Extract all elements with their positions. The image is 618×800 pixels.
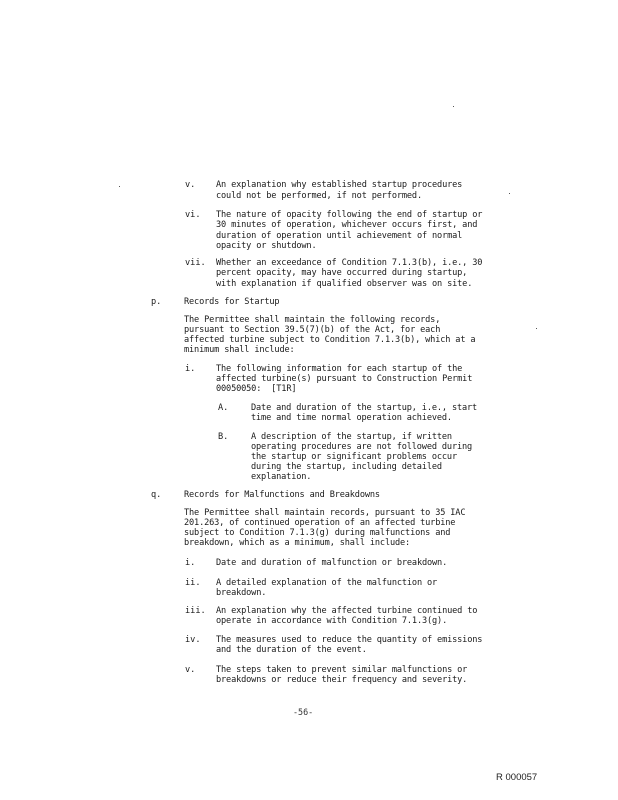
page-number: -56- [293,707,314,717]
item-text-line: Whether an exceedance of Condition 7.1.3(b), i.e., 30 [216,258,483,268]
subitem-text-line: time and time normal operation achieved. [251,413,452,423]
item-label: v. [185,180,196,190]
paragraph-line: affected turbine subject to Condition 7.1.3(b), which at a [184,335,476,345]
item-label: i. [185,558,196,568]
paragraph-line: The Permittee shall maintain records, pursuant to 35 IAC [184,508,466,518]
item-text-line: could not be performed, if not performed. [216,191,422,201]
paragraph-line: subject to Condition 7.1.3(g) during malfunctions and [184,528,451,538]
section-label: q. [151,490,162,500]
item-text-line: The measures used to reduce the quantity of emissions [216,635,483,645]
subitem-text-line: operating procedures are not followed during [251,442,473,452]
item-text-line: percent opacity, may have occurred during startup, [216,268,468,278]
item-label: vi. [185,210,201,220]
paragraph-line: 201.263, of continued operation of an affected turbine [184,518,456,528]
scan-speck [536,328,537,329]
item-label: vii. [185,258,206,268]
section-heading: Records for Malfunctions and Breakdowns [184,490,380,500]
item-label: v. [185,665,196,675]
item-text-line: breakdown. [216,588,267,598]
item-text-line: The nature of opacity following the end of startup or [216,210,483,220]
item-text-line: The steps taken to prevent similar malfunctions or [216,665,468,675]
section-label: p. [151,297,162,307]
item-text-line: 30 minutes of operation, whichever occurs first, and [216,220,478,230]
item-text-line: Date and duration of malfunction or breakdown. [216,558,448,568]
item-text-line: and the duration of the event. [216,645,367,655]
item-label: iii. [185,606,206,616]
item-text-line: An explanation why established startup procedures [216,180,463,190]
item-text-line: with explanation if qualified observer was on site. [216,279,473,289]
subitem-text-line: A description of the startup, if written [251,432,452,442]
bates-number: R 000057 [496,772,538,783]
paragraph-line: The Permittee shall maintain the following records, [184,315,441,325]
paragraph-line: pursuant to Section 39.5(7)(b) of the Act, for each [184,325,441,335]
scan-speck [453,106,454,107]
item-text-line: breakdowns or reduce their frequency and severity. [216,675,468,685]
subitem-text-line: the startup or significant problems occur [251,452,457,462]
item-label: ii. [185,578,201,588]
item-text-line: duration of operation until achievement of normal [216,231,463,241]
subitem-text-line: explanation. [251,472,312,482]
subitem-text-line: during the startup, including detailed [251,462,442,472]
item-text-line: 00050050: [T1R] [216,384,297,394]
scan-speck [509,193,510,194]
item-label: iv. [185,635,201,645]
scan-speck [119,186,120,187]
item-text-line: A detailed explanation of the malfunction or [216,578,438,588]
section-heading: Records for Startup [184,297,280,307]
subitem-label: A. [218,403,229,413]
item-label: i. [185,364,196,374]
item-text-line: affected turbine(s) pursuant to Construction Permit [216,374,473,384]
item-text-line: An explanation why the affected turbine continued to [216,606,478,616]
item-text-line: The following information for each startup of the [216,364,463,374]
paragraph-line: minimum shall include: [184,345,295,355]
subitem-text-line: Date and duration of the startup, i.e., start [251,403,478,413]
subitem-label: B. [218,432,229,442]
paragraph-line: breakdown, which as a minimum, shall include: [184,538,411,548]
item-text-line: operate in accordance with Condition 7.1.3(g). [216,616,448,626]
item-text-line: opacity or shutdown. [216,241,317,251]
